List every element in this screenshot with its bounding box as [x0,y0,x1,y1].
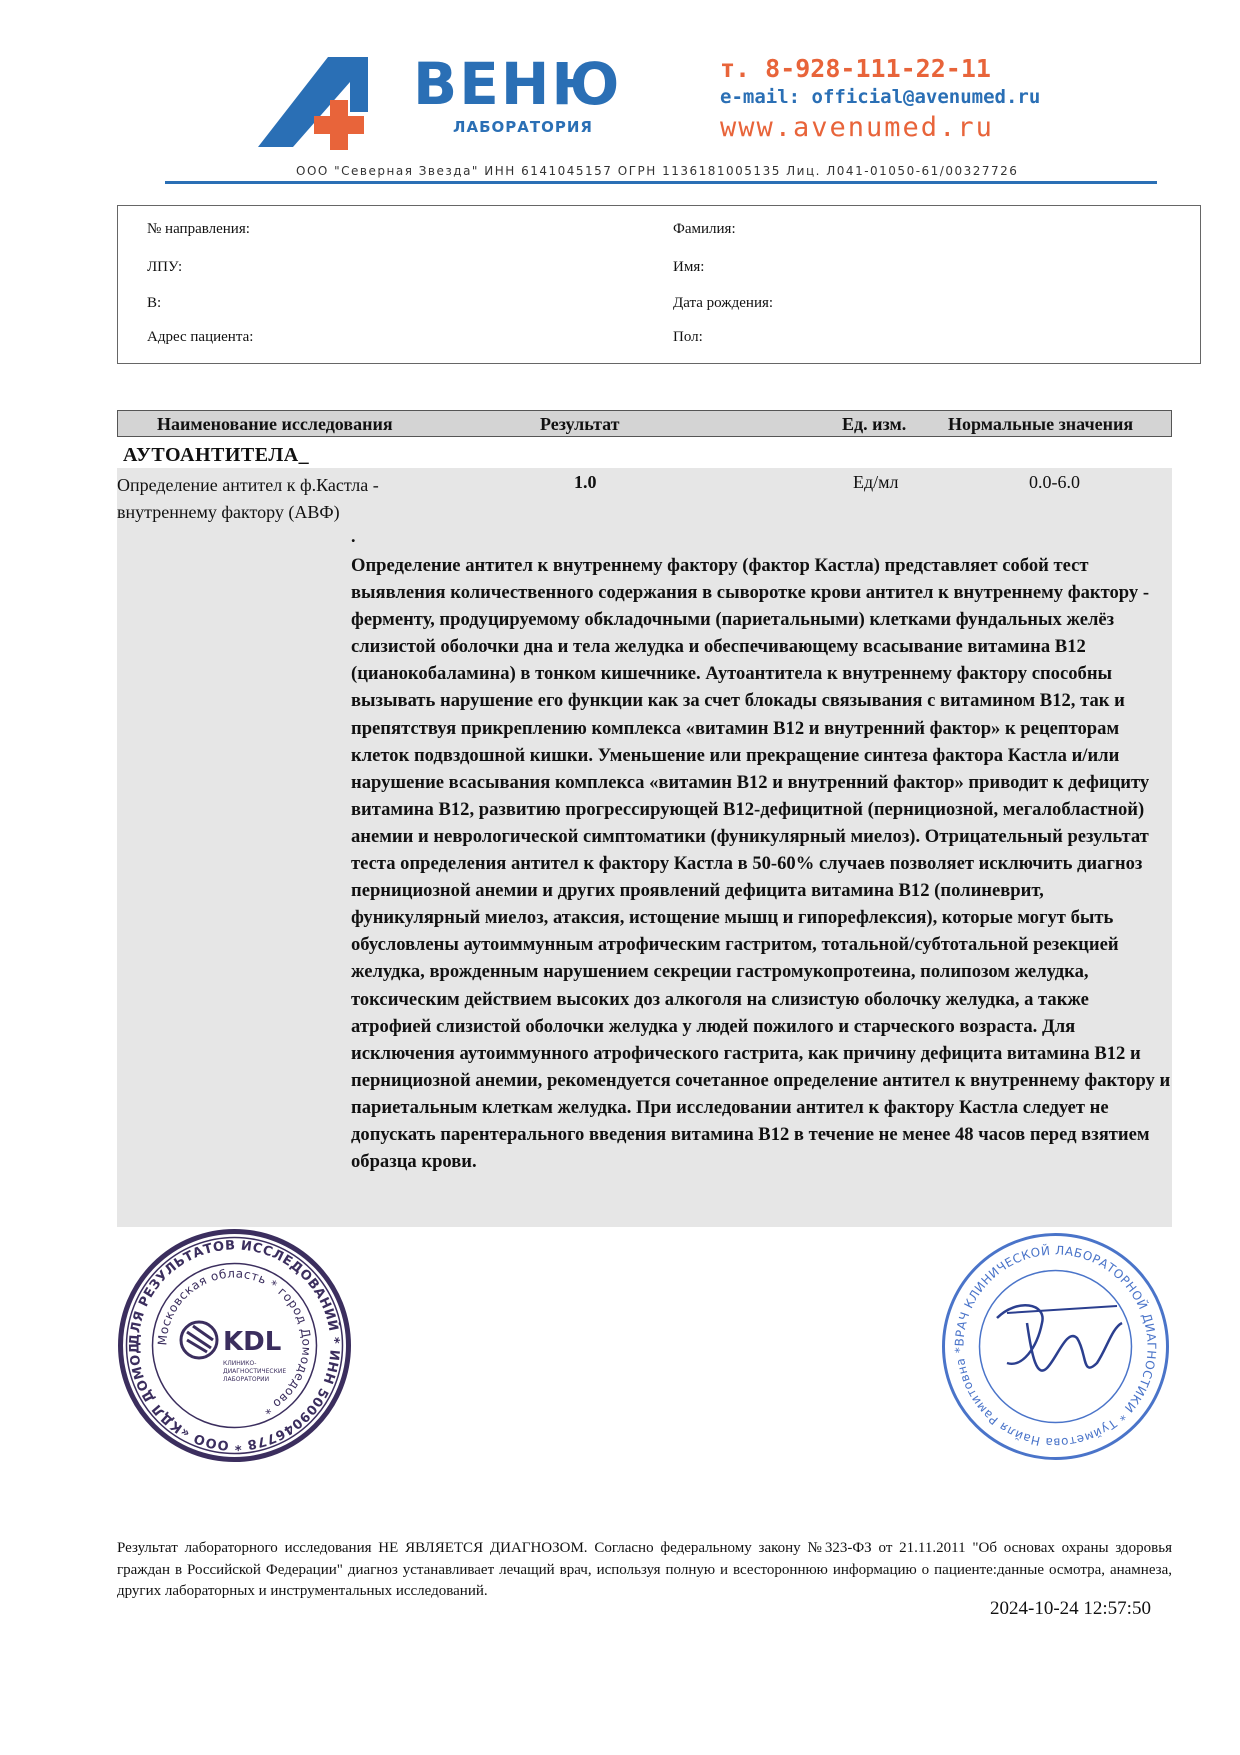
phone-number: т. 8-928-111-22-11 [720,54,991,83]
column-header-unit: Ед. изм. [842,414,907,434]
birth-date-label: Дата рождения: [673,295,774,311]
svg-text:КЛИНИКО-: КЛИНИКО- [223,1360,257,1367]
column-header-result: Результат [540,414,620,434]
section-title: АУТОАНТИТЕЛА_ [123,444,310,466]
svg-text:Московская область * город Дом: Московская область * город Домодедово * [155,1266,314,1418]
legal-disclaimer: Результат лабораторного исследования НЕ ЯВЛЯЕТСЯ ДИАГНОЗОМ. Согласно федеральному закону №323-ФЗ от 21.11.2011 "Об основах охраны здоровья граждан в Российской Федерации" диагноз устанавливает лечащий врач, используя полную и всестороннюю информацию о пациенте:данные осмотра, анамнеза, других лабораторных и инструментальных исследований. [117,1540,1172,1599]
svg-text:KDL: KDL [223,1327,282,1357]
website-url: www.avenumed.ru [720,112,994,143]
signature-stamp-icon [937,1228,1174,1465]
first-name-label: Имя: [673,259,705,275]
results-table-header [117,410,1172,437]
contacts-block [720,54,1040,146]
test-unit: Ед/мл [853,472,899,492]
v-label: В: [147,295,162,311]
email-address: e-mail: official@avenumed.ru [720,86,1041,108]
note-dot: . [351,526,356,546]
sex-label: Пол: [673,329,703,345]
test-description: Определение антител к внутреннему фактору (фактор Кастла) представляет собой тест выявления количественного содержания в сыворотке крови антител к внутреннему фактору - ферменту, продуцируемому обкладочными (париетальными) клетками фундальных желёз слизистой оболочки дна и тела желудка и обеспечивающему всасывание витамина B12 (цианокобаламина) в тонком кишечнике. Аутоантитела к внутреннему фактору способны вызывать нарушение его функции как за счет блокады связывания с витамином B12, так и препятствуя прикреплению комплекса «витамин B12 и внутренний фактор» к рецепторам клеток подвздошной кишки. Уменьшение или прекращение синтеза фактора Кастла и/или нарушение всасывания комплекса «витамин B12 и внутренний фактор» приводит к дефициту витамина B12, развитию прогрессирующей B12-дефицитной (пернициозной, мегалобластной) анемии и неврологической симптоматики (фуникулярный миелоз). Отрицательный результат теста определения антител к фактору Кастла в 50-60% случаев позволяет исключить диагноз пернициозной анемии и других проявлений дефицита витамина B12 (полиневрит, фуникулярный миелоз, атаксия, истощение мышц и гипорефлексия), которые могут быть обусловлены аутоиммунным атрофическим гастритом, тотальной/субтотальной резекцией желудка, врожденным нарушением секреции гастромукопротеина, полипозом желудка, токсическим действием высоких доз алкоголя на слизистую оболочку желудка, а также атрофией слизистой оболочки желудка у людей пожилого и старческого возраста. Для исключения аутоиммунного атрофического гастрита, как причину дефицита витамина B12 и пернициозной анемии, рекомендуется сочетанное определение антител к внутреннему фактору и париетальным клеткам желудка. При исследовании антител к фактору Кастла следует не допускать парентерального введения витамина B12 в течение не менее 48 часов перед взятием образца крови. [351,555,1171,1173]
test-name: Определение антител к ф.Кастла - внутреннему фактору (АВФ) [117,475,379,522]
header-divider [165,181,1157,184]
company-legal-line: ООО "Северная Звезда" ИНН 6141045157 ОГРН 1136181005135 Лиц. Л041-01050-61/00327726 [296,164,1019,178]
lpu-label: ЛПУ: [147,259,183,275]
column-header-reference: Нормальные значения [948,414,1134,434]
column-header-test-name: Наименование исследования [157,414,393,434]
svg-text:ДЛЯ РЕЗУЛЬТАТОВ ИССЛЕДОВАНИЙ *: ДЛЯ РЕЗУЛЬТАТОВ ИССЛЕДОВАНИЙ * ИНН 5009046778 * ООО «КДЛ ДОМОД [127,1238,342,1453]
svg-text:ДИАГНОСТИЧЕСКИЕ: ДИАГНОСТИЧЕСКИЕ [223,1368,287,1375]
report-timestamp: 2024-10-24 12:57:50 [990,1598,1151,1619]
test-result: 1.0 [574,472,597,492]
svg-text:ЛАБОРАТОРИИ: ЛАБОРАТОРИИ [223,1376,270,1383]
logo-subtitle: ЛАБОРАТОРИЯ [453,118,593,136]
logo-brand-text: ВЕНЮ [413,50,622,118]
patient-address-label: Адрес пациента: [147,329,254,345]
lab-logo [258,52,678,162]
round-stamp-icon [117,1228,352,1463]
surname-label: Фамилия: [673,221,736,237]
svg-text:ВРАЧ КЛИНИЧЕСКОЙ ЛАБОРАТОРНОЙ: ВРАЧ КЛИНИЧЕСКОЙ ЛАБОРАТОРНОЙ ДИАГНОСТИКИ * Туйметова Найля Рамитовна * [952,1243,1159,1450]
test-reference-range: 0.0-6.0 [1029,472,1080,492]
patient-info-box [117,205,1201,364]
plus-logo-icon [258,52,418,152]
laboratory-stamp [117,1228,352,1463]
doctor-stamp [937,1228,1174,1465]
referral-number-label: № направления: [147,221,250,237]
